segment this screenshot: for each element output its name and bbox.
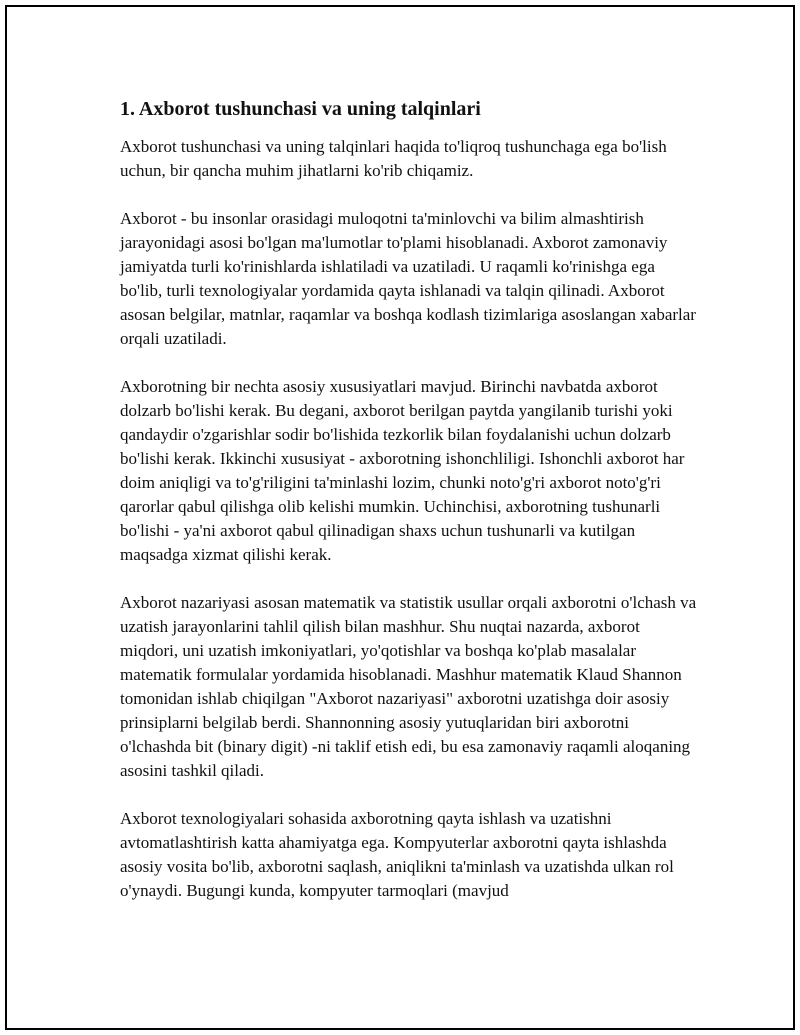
paragraph-information-theory: Axborot nazariyasi asosan matematik va statistik usullar orqali axborotni o'lchash va uzatish jarayonlarini tahlil qilish bilan mashhur. Shu nuqtai nazarda, axborot miqdori, uni uzatish imkoniyatlari, yo'qotishlar va boshqa ko'plab masalalar matematik formulalar yordamida hisoblanadi. Mashhur matematik Klaud Shannon tomonidan ishlab chiqilgan "Axborot nazariyasi" axborotni uzatishga doir asosiy prinsiplarni belgilab berdi. Shannonning asosiy yutuqlaridan biri axborotni o'lchashda bit (binary digit) -ni taklif etish edi, bu esa zamonaviy raqamli aloqaning asosini tashkil qiladi. [120,593,697,780]
document-page [5,5,795,1030]
paragraph-intro: Axborot tushunchasi va uning talqinlari haqida to'liqroq tushunchaga ega bo'lish uchun, bir qancha muhim jihatlarni ko'rib chiqamiz. [120,137,667,180]
paragraph-definition: Axborot - bu insonlar orasidagi muloqotni ta'minlovchi va bilim almashtirish jarayonidagi asosi bo'lgan ma'lumotlar to'plami hisoblanadi. Axborot zamonaviy jamiyatda turli ko'rinishlarda ishlatiladi va uzatiladi. U raqamli ko'rinishga ega bo'lib, turli texnologiyalar yordamida qayta ishlanadi va talqin qilinadi. Axborot asosan belgilar, matnlar, raqamlar va boshqa kodlash tizimlariga asoslangan xabarlar orqali uzatiladi. [120,209,696,348]
paragraph-technologies: Axborot texnologiyalari sohasida axborotning qayta ishlash va uzatishni avtomatlashtirish katta ahamiyatga ega. Kompyuterlar axborotni qayta ishlashda asosiy vosita bo'lib, axborotni saqlash, aniqlikni ta'minlash va uzatishda ulkan rol o'ynaydi. Bugungi kunda, kompyuter tarmoqlari (mavjud [120,809,674,900]
document-body [120,95,700,927]
section-heading: 1. Axborot tushunchasi va uning talqinlari [120,98,481,120]
paragraph-properties: Axborotning bir nechta asosiy xususiyatlari mavjud. Birinchi navbatda axborot dolzarb bo'lishi kerak. Bu degani, axborot berilgan paytda yangilanib turishi yoki qandaydir o'zgarishlar sodir bo'lishida tezkorlik bilan foydalanishi uchun dolzarb bo'lishi kerak. Ikkinchi xususiyat - axborotning ishonchliligi. Ishonchli axborot har doim aniqligi va to'g'riligini ta'minlashi lozim, chunki noto'g'ri axborot noto'g'ri qarorlar qabul qilishga olib kelishi mumkin. Uchinchisi, axborotning tushunarli bo'lishi - ya'ni axborot qabul qilinadigan shaxs uchun tushunarli va kutilgan maqsadga xizmat qilishi kerak. [120,377,685,564]
